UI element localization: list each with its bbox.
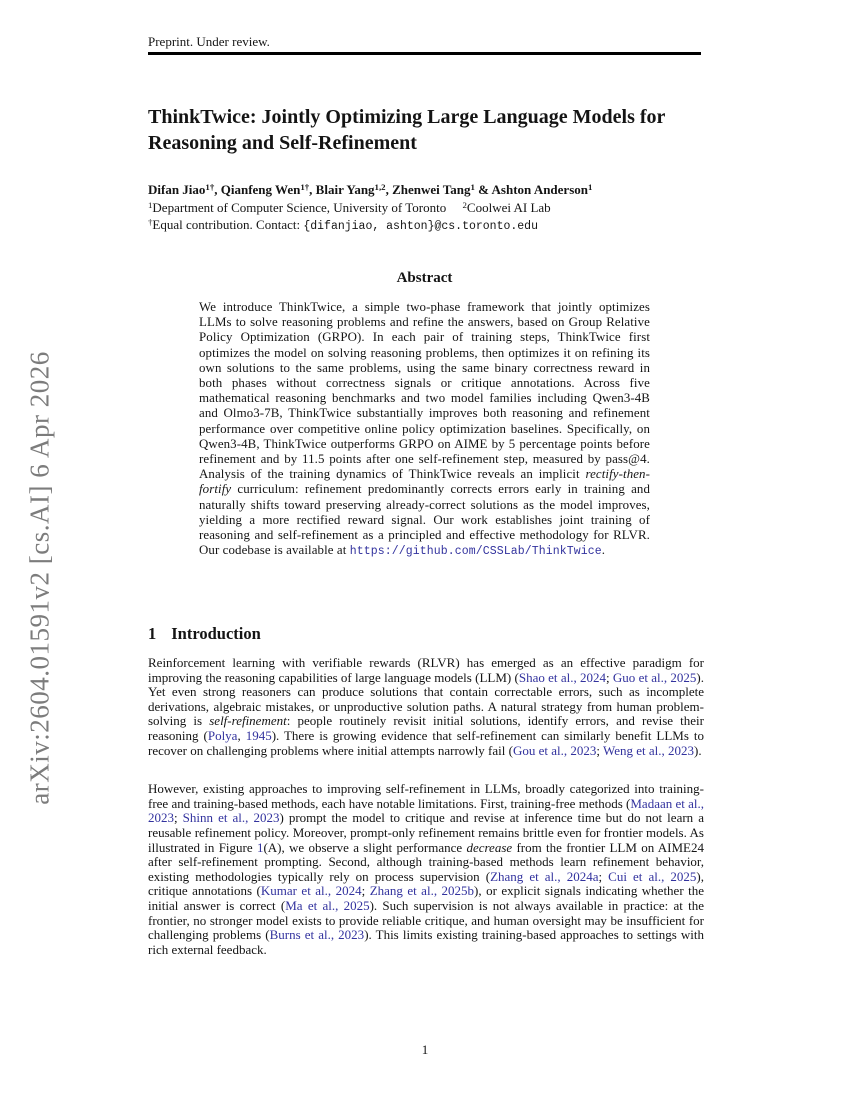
text-segment: Equal contribution. Contact: — [152, 217, 304, 232]
contact-line — [148, 217, 708, 236]
text-segment: Ashton Anderson — [491, 182, 588, 197]
citation-link[interactable]: Guo et al., 2025 — [612, 669, 697, 685]
intro-paragraph-1 — [148, 656, 704, 758]
citation-link[interactable]: Kumar et al., 2024 — [260, 883, 362, 899]
text-segment: ), or explicit signals indicating whether the initial answer is correct ( — [148, 883, 704, 913]
text-segment: ). Such supervision is not always available in practice: at the frontier, no stronger model exists to provide reliable critique, and human oversight may be insufficient for challenging problems ( — [148, 897, 705, 943]
text-segment: from the frontier LLM on AIME24 after self-refinement prompting. Second, although training-based methods learn refinement behavior, existing methodologies typically rely on process supervision ( — [148, 839, 704, 884]
text-segment: Reinforcement learning with verifiable rewards (RLVR) has emerged as an effective paradigm for improving the reasoning capabilities of large language models (LLM) ( — [148, 655, 704, 685]
text-segment: Blair Yang — [315, 182, 375, 197]
text-segment: ). There is growing evidence that self-refinement can similarly benefit LLMs to recover on challenging problems where initial attempts narrowly fail ( — [148, 727, 704, 758]
text-segment: † — [148, 217, 153, 228]
text-segment: ; — [596, 742, 604, 758]
text-segment: Difan Jiao — [148, 182, 206, 197]
header-rule — [148, 52, 701, 55]
text-segment: We introduce ThinkTwice, a simple two-phase framework that jointly optimizes LLMs to solve reasoning problems and refine the answers, based on Group Relative Policy Optimization (GRPO). In each pair of training steps, ThinkTwice first optimizes the model on solving reasoning problems, then optimizes it on refining its own solutions to the same problems, using the same binary correctness reward in both phases without correctness signals or critique annotations. Across five mathematical reasoning benchmarks and two model families including Qwen3-4B and Olmo3-7B, ThinkTwice substantially improves both reasoning and refinement performance over competitive online policy optimization baselines. Specifically, on Qwen3-4B, ThinkTwice outperforms GRPO on AIME by 5 percentage points before refinement and by 11.5 points after one self-refinement step, measured by pass@4. Analysis of the training dynamics of ThinkTwice reveals an implicit — [199, 300, 650, 482]
text-segment: 1† — [300, 182, 310, 193]
citation-link[interactable]: Cui et al., 2025 — [608, 868, 697, 884]
section-number: 1 — [148, 624, 157, 643]
text-segment: , — [385, 182, 393, 197]
citation-link[interactable]: Zhang et al., 2025b — [369, 883, 475, 899]
text-segment: 1 — [470, 182, 475, 193]
text-segment: 1 — [148, 199, 153, 210]
text-segment: : people routinely revisit initial solutions, identify errors, and revise their reasoning ( — [148, 713, 704, 743]
text-segment: Department of Computer Science, University of Toronto — [152, 199, 447, 215]
citation-link[interactable]: Polya — [207, 727, 238, 743]
text-segment: , — [309, 182, 316, 197]
citation-link[interactable]: Madaan et al., 2023 — [148, 795, 705, 826]
citation-link[interactable]: Shinn et al., 2023 — [182, 810, 280, 826]
text-segment: 2 — [462, 199, 467, 210]
text-segment: 1,2 — [374, 182, 386, 193]
affiliation-line — [148, 200, 708, 218]
text-segment: self-refinement — [209, 713, 287, 729]
citation-link[interactable]: Burns et al., 2023 — [269, 927, 365, 943]
text-segment: decrease — [466, 839, 513, 855]
author-block — [148, 182, 708, 236]
citation-link[interactable]: 1 — [256, 839, 264, 855]
text-segment: & — [474, 182, 492, 197]
paper-title: ThinkTwice: Jointly Optimizing Large Language Models for Reasoning and Self-Refinement — [148, 106, 666, 154]
text-segment: ; — [361, 883, 370, 899]
text-segment: curriculum: refinement predominantly corrects errors early in training and naturally shifts toward preserving already-correct solutions as the model improves, yielding a more rectified reward signal. Our work establishes joint training of reasoning and self-refinement as a principled and effective methodology for RLVR. Our codebase is available at — [199, 482, 650, 558]
text-segment: ), critique annotations ( — [148, 868, 704, 899]
text-segment: ). — [694, 742, 702, 758]
text-segment — [446, 200, 462, 215]
citation-link[interactable]: Shao et al., 2024 — [518, 669, 606, 685]
arxiv-watermark: arXiv:2604.01591v2 [cs.AI] 6 Apr 2026 — [24, 351, 55, 805]
abstract-body — [199, 300, 650, 559]
citation-link[interactable]: Ma et al., 2025 — [285, 897, 370, 913]
text-segment: (A), we observe a slight performance — [263, 839, 467, 855]
text-segment: 1† — [205, 182, 215, 193]
text-segment: Zhenwei Tang — [392, 182, 471, 197]
text-segment: However, existing approaches to improving self-refinement in LLMs, broadly categorized into training-free and training-based methods, each have notable limitations. First, training-free methods ( — [148, 781, 704, 811]
text-segment: ; — [174, 810, 183, 826]
citation-link[interactable]: Gou et al., 2023 — [512, 742, 597, 758]
url-link[interactable]: https://github.com/CSSLab/ThinkTwice — [349, 545, 602, 559]
text-segment: ). Yet even strong reasoners can produce solutions that contain correctable errors, such as incomplete derivations, algebraic mistakes, or unproductive solution paths. A natural strategy from human problem-solving is — [148, 669, 704, 729]
preprint-header: Preprint. Under review. — [148, 34, 270, 49]
section-heading-introduction — [148, 624, 261, 644]
text-segment: ; — [598, 868, 609, 884]
intro-paragraph-2 — [148, 782, 704, 957]
text-segment: ). This limits existing training-based approaches to settings with rich external feedback. — [148, 927, 704, 957]
text-segment: . — [601, 543, 606, 558]
page-number: 1 — [421, 1042, 429, 1057]
author-names-line — [148, 182, 708, 200]
citation-link[interactable]: Weng et al., 2023 — [603, 742, 695, 758]
text-segment: , — [237, 727, 246, 743]
abstract-section — [199, 270, 650, 559]
text-segment: ; — [605, 669, 613, 685]
citation-link[interactable]: 1945 — [245, 727, 272, 743]
text-segment: 1 — [588, 182, 593, 193]
text-segment: {difanjiao, ashton}@cs.toronto.edu — [303, 220, 538, 233]
text-segment: ) prompt the model to critique and revise at inference time but do not learn a reusable refinement policy. Moreover, prompt-only refinement remains brittle even for frontier models. As illustrated in Figure — [148, 810, 704, 855]
abstract-heading: Abstract — [396, 270, 453, 286]
introduction-body — [148, 656, 704, 957]
section-title: Introduction — [171, 624, 261, 643]
citation-link[interactable]: Zhang et al., 2024a — [490, 868, 599, 884]
text-segment: , — [214, 182, 221, 197]
text-segment: Coolwei AI Lab — [466, 199, 551, 215]
text-segment: rectify-then-fortify — [199, 467, 650, 497]
text-segment: Qianfeng Wen — [220, 182, 301, 197]
